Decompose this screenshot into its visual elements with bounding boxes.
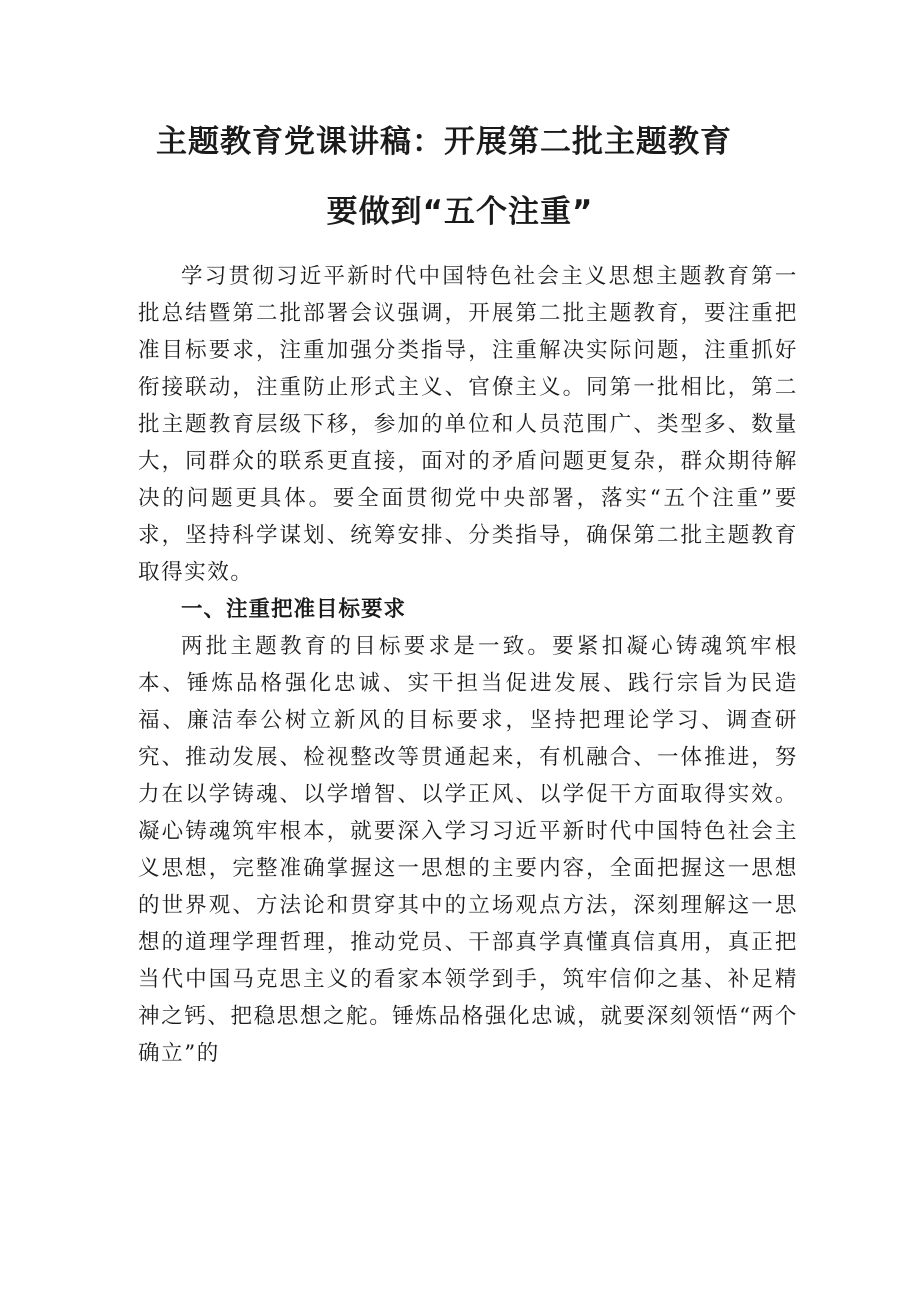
section-heading-1: 一、注重把准目标要求: [181, 597, 407, 622]
document-title-line-2: 要做到“五个注重”: [326, 194, 594, 230]
section-1-paragraph: 两批主题教育的目标要求是一致。要紧扣凝心铸魂筑牢根本、锤炼品格强化忠诚、实干担当促进发展、践行宗旨为民造福、廉洁奉公树立新风的目标要求，坚持把理论学习、调查研究、推动发展、检视整改等贯通起来，有机融合、一体推进，努力在以学铸魂、以学增智、以学正风、以学促干方面取得实效。凝心铸魂筑牢根本，就要深入学习习近平新时代中国特色社会主义思想，完整准确掌握这一思想的主要内容，全面把握这一思想的世界观、方法论和贯穿其中的立场观点方法，深刻理解这一思想的道理学理哲理，推动党员、干部真学真懂真信真用，真正把当代中国马克思主义的看家本领学到手，筑牢信仰之基、补足精神之钙、把稳思想之舵。锤炼品格强化忠诚，就要深刻领悟“两个确立”的: [138, 634, 798, 1066]
document-title-line-1: 主题教育党课讲稿：开展第二批主题教育: [156, 124, 732, 160]
intro-paragraph: 学习贯彻习近平新时代中国特色社会主义思想主题教育第一批总结暨第二批部署会议强调，开展第二批主题教育，要注重把准目标要求，注重加强分类指导，注重解决实际问题，注重抓好衔接联动，注重防止形式主义、官僚主义。同第一批相比，第二批主题教育层级下移，参加的单位和人员范围广、类型多、数量大，同群众的联系更直接，面对的矛盾问题更复杂，群众期待解决的问题更具体。要全面贯彻党中央部署，落实“五个注重”要求，坚持科学谋划、统筹安排、分类指导，确保第二批主题教育取得实效。: [138, 264, 798, 585]
document-body: [138, 258, 798, 1072]
